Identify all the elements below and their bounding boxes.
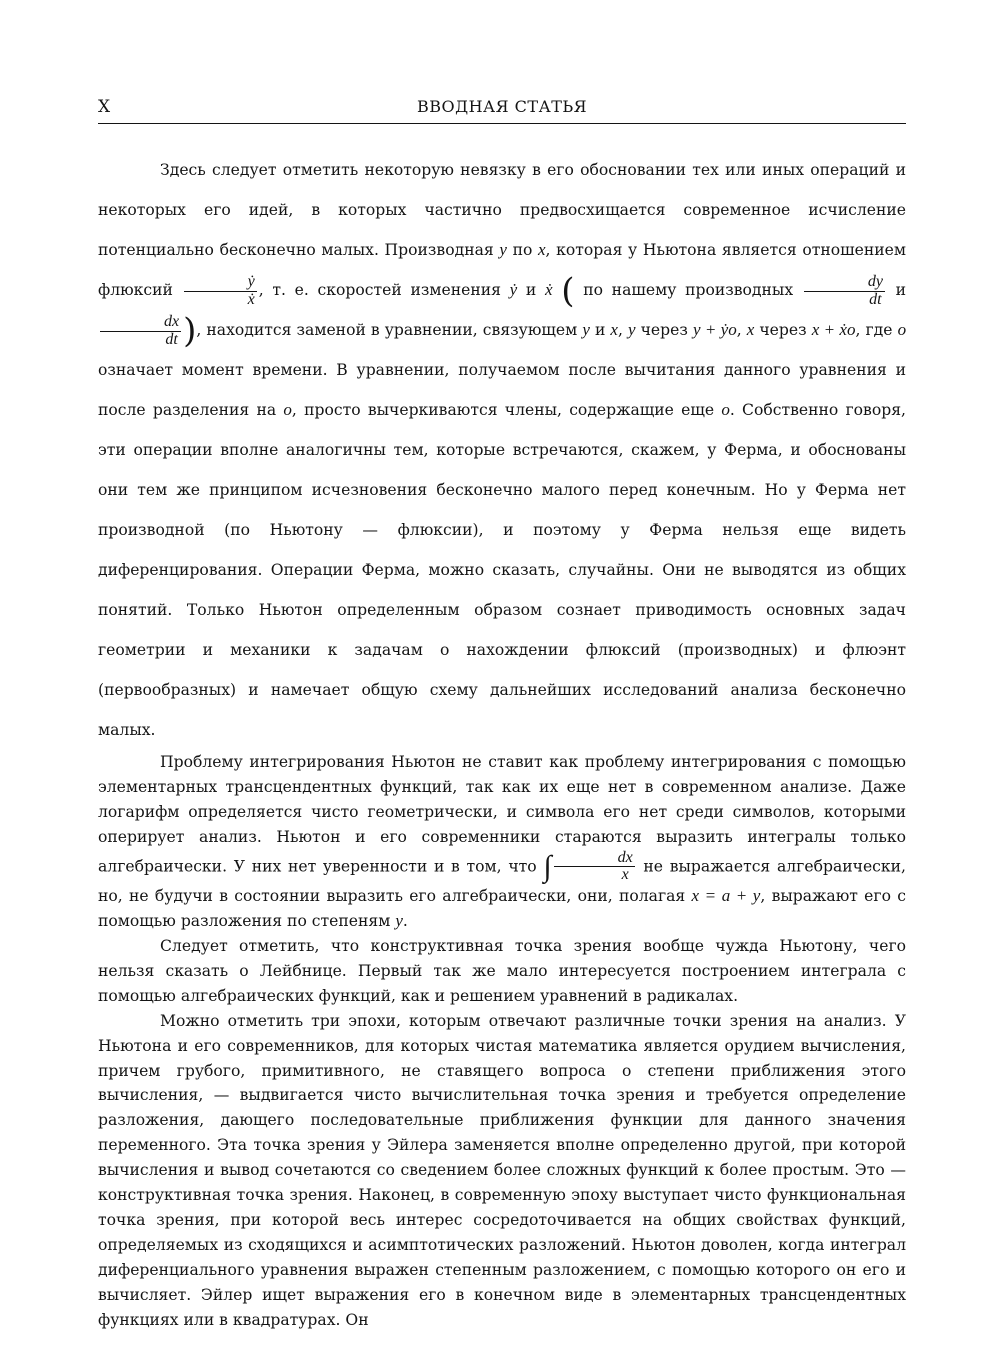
text-run: через xyxy=(635,321,693,339)
numerator: dx xyxy=(554,850,635,868)
math-var: x xyxy=(538,240,546,259)
denominator: x xyxy=(621,866,629,884)
text-run: . Собственно говоря, эти операции вполне аналогичны тем, которые встречаются, скажем, у Ферма, и обоснованы они тем же принципом исчезновения бесконечно малого перед конечным. Но у Ферма нет производной (по Ньютону — флюксии), и поэтому у Ферма нельзя еще видеть диференцирования. Операции Ферма, можно сказать, случайны. Они не выводятся из общих понятий. Только Ньютон определенным образом сознает приводимость основных задач геометрии и механики к задачам о нахождении флюксий (производных) и флюэнт (первообразных) и намечает общую схему дальнейших исследований анализа бесконечно малых. xyxy=(98,401,906,739)
text-run: означает момент времени. В уравнении, получаемом после вычитания данного уравнения и после разделения на xyxy=(98,361,906,419)
derivative-dx-dt xyxy=(100,314,181,349)
math-var: ẋ xyxy=(545,280,553,299)
integrand-fraction xyxy=(554,850,635,885)
numerator: ẏ xyxy=(184,274,257,292)
derivative-dy-dt xyxy=(804,274,885,309)
text-run: . xyxy=(402,912,408,931)
text-run: , выражают его с помощью разложения по степеням xyxy=(98,887,906,931)
integral-sign: ∫ xyxy=(543,849,552,883)
text-run: и xyxy=(517,281,545,299)
math-var: x xyxy=(746,320,755,339)
book-page xyxy=(98,0,906,1365)
math-var: y xyxy=(628,320,636,339)
running-head: ВВОДНАЯ СТАТЬЯ xyxy=(416,97,588,116)
fluxion-fraction xyxy=(184,274,257,309)
text-run: и xyxy=(886,281,907,299)
denominator: dt xyxy=(165,330,178,348)
math-var: ẏ xyxy=(509,280,518,299)
math-expr: y + ẏo xyxy=(692,320,737,339)
paragraph-3: Следует отметить, что конструктивная точка зрения вообще чужда Ньютону, чего нельзя сказать о Лейбнице. Первый так же мало интересуется построением интеграла с помощью алгебраических функций, как и решением уравнений в радикалах. xyxy=(98,937,906,1005)
paragraph-2 xyxy=(98,750,906,934)
math-var: y xyxy=(395,911,403,931)
math-expr: x = a + y xyxy=(691,886,761,906)
text-run: не выражается алгебраически, но, не будучи в состоянии выразить его алгебраически, они, полагая xyxy=(98,856,906,906)
text-run: , xyxy=(617,321,628,339)
numerator: dy xyxy=(804,274,885,292)
text-run: , т. е. скоростей изменения xyxy=(258,281,510,299)
denominator: dt xyxy=(869,290,882,308)
text-run: , просто вычеркиваются члены, содержащие еще xyxy=(291,401,722,419)
text-run: по xyxy=(506,241,538,259)
text-run: Здесь следует отметить некоторую невязку в его обосновании тех или иных операций и некоторых его идей, в которых частично предвосхищается современное исчисление потенциально бесконечно малых. Производная xyxy=(98,161,906,259)
math-var: o xyxy=(283,400,292,419)
math-var: y xyxy=(582,320,590,339)
math-var: o xyxy=(721,400,730,419)
open-paren: ( xyxy=(561,271,575,311)
page-number: X xyxy=(98,97,111,117)
numerator: dx xyxy=(100,314,181,332)
math-var: x xyxy=(610,320,618,339)
math-var: o xyxy=(897,320,907,339)
text-run: через xyxy=(754,321,812,339)
close-paren: ) xyxy=(183,311,197,351)
text-run: , которая у Ньютона является отношением флюксий xyxy=(98,241,906,299)
math-expr: x + ẋo xyxy=(811,320,856,339)
paragraph-4: Можно отметить три эпохи, которым отвечают различные точки зрения на анализ. У Ньютона и его современников, для которых чистая математика является орудием вычисления, причем грубого, примитивного, не ставящего вопроса о степени приближения этого вычисления, — выдвигается чисто вычислительная точка зрения и требуется определение разложения, дающего последовательные приближения функции для данного значения переменного. Эта точка зрения у Эйлера заменяется вполне определенно другой, при которой вычисления и вывод сочетаются со сведением более сложных функций к более простым. Это — конструктивная точка зрения. Наконец, в современную эпоху выступает чисто функциональная точка зрения, при которой весь интерес сосредоточивается на общих свойствах функций, определяемых из сходящихся и асимптотических разложений. Ньютон доволен, когда интеграл диференциального уравнения выражен степенным разложением, с помощью которого он его и вычисляет. Эйлер ищет выражения его в конечном виде в элементарных трансцендентных функциях или в квадратурах. Он xyxy=(98,1011,906,1329)
text-run: , находится заменой в уравнении, связующем xyxy=(196,321,583,339)
paragraph-1 xyxy=(98,150,906,750)
text-run: , xyxy=(736,321,747,339)
text-run: и xyxy=(589,321,611,339)
denominator: ẋ xyxy=(247,290,255,308)
math-var: y xyxy=(499,240,507,259)
body-text xyxy=(98,150,906,1333)
page-header xyxy=(98,97,906,124)
text-run: Проблему интегрирования Ньютон не ставит как проблему интегрирования с помощью элементарных трансцендентных функций, так как их еще нет в современном анализе. Даже логарифм определяется чисто геометрически, и символа его нет среди символов, которыми оперирует анализ. Ньютон и его современники стараются выразить интегралы только алгебраически. У них нет уверенности и в том, что xyxy=(98,753,906,875)
text-run: по нашему производных xyxy=(574,281,802,299)
text-run: , где xyxy=(855,321,898,339)
